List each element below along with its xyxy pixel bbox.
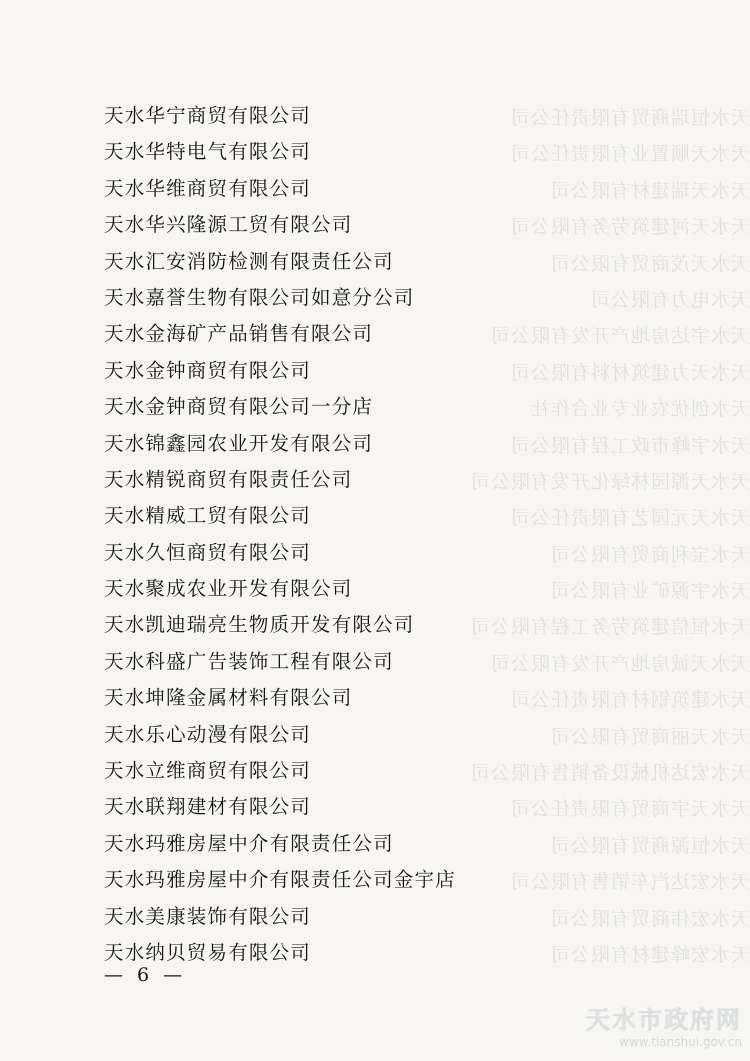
company-list xyxy=(104,98,456,971)
company-list-item: 天水精锐商贸有限责任公司 xyxy=(104,467,353,491)
company-list-item: 天水坤隆金属材料有限公司 xyxy=(104,686,353,710)
site-watermark xyxy=(586,1000,742,1049)
watermark-url: www.tianshui.gov.cn xyxy=(619,1035,742,1049)
company-list-item: 天水金海矿产品销售有限公司 xyxy=(104,322,374,346)
company-list-item: 天水美康装饰有限公司 xyxy=(104,904,312,928)
company-list-item: 天水乐心动漫有限公司 xyxy=(104,722,312,746)
company-list-item: 天水凯迪瑞亮生物质开发有限公司 xyxy=(104,613,415,637)
company-list-item: 天水华宁商贸有限公司 xyxy=(104,104,312,127)
company-list-item: 天水科盛广告装饰工程有限公司 xyxy=(104,649,394,673)
company-list-item: 天水金钟商贸有限公司 xyxy=(104,358,312,382)
company-list-item: 天水嘉誉生物有限公司如意分公司 xyxy=(104,285,415,309)
company-list-item: 天水金钟商贸有限公司一分店 xyxy=(104,395,374,419)
company-list-item: 天水联翔建材有限公司 xyxy=(104,795,312,819)
reverse-side-show-through: 天水恒瑞商贸有限责任公司 天水天顺置业有限责任公司 天水天瑞建材有限公司 天水天河建筑劳务有限公司 天水天茂商贸有限公司 天水电力有限公司 天水宇达房地产开发有限公司 天水天力建筑材料有限公司 天水创优农业专业合作社 天水宇峰市政工程有限公司 天水天源园林绿化开发有限公司 天水天元园艺有限责任公司 天水宝利商贸有限公司 天水宇源矿业有限公司 天水恒信建筑劳务工程有限公司 天水天诚房地产开发有限公司 天水建筑钢材有限责任公司 天水天丽商贸有限公司 天水宏达机械设备销售有限公司 天水天宇商贸有限责任公司 天水恒源商贸有限公司 天水宏达汽车销售有限公司 天水宏伟商贸有限公司 天水宏峰建材有限公司 xyxy=(469,107,750,966)
company-list-item: 天水久恒商贸有限公司 xyxy=(104,540,312,564)
company-list-item: 天水玛雅房屋中介有限责任公司金宇店 xyxy=(104,868,456,892)
company-list-item: 天水华维商贸有限公司 xyxy=(104,176,312,200)
company-list-item: 天水华特电气有限公司 xyxy=(104,140,312,164)
company-list-item: 天水锦鑫园农业开发有限公司 xyxy=(104,431,374,455)
company-list-item: 天水精威工贸有限公司 xyxy=(104,504,312,528)
company-list-item: 天水聚成农业开发有限公司 xyxy=(104,577,353,601)
company-list-item: 天水玛雅房屋中介有限责任公司 xyxy=(104,831,394,855)
page-number: — 6 — xyxy=(104,964,187,986)
company-list-item: 天水立维商贸有限公司 xyxy=(104,759,312,783)
watermark-title: 天水市政府网 xyxy=(586,1006,742,1034)
company-list-item: 天水华兴隆源工贸有限公司 xyxy=(104,213,353,237)
company-list-item: 天水纳贝贸易有限公司 xyxy=(104,940,312,964)
company-list-item: 天水汇安消防检测有限责任公司 xyxy=(104,249,394,273)
